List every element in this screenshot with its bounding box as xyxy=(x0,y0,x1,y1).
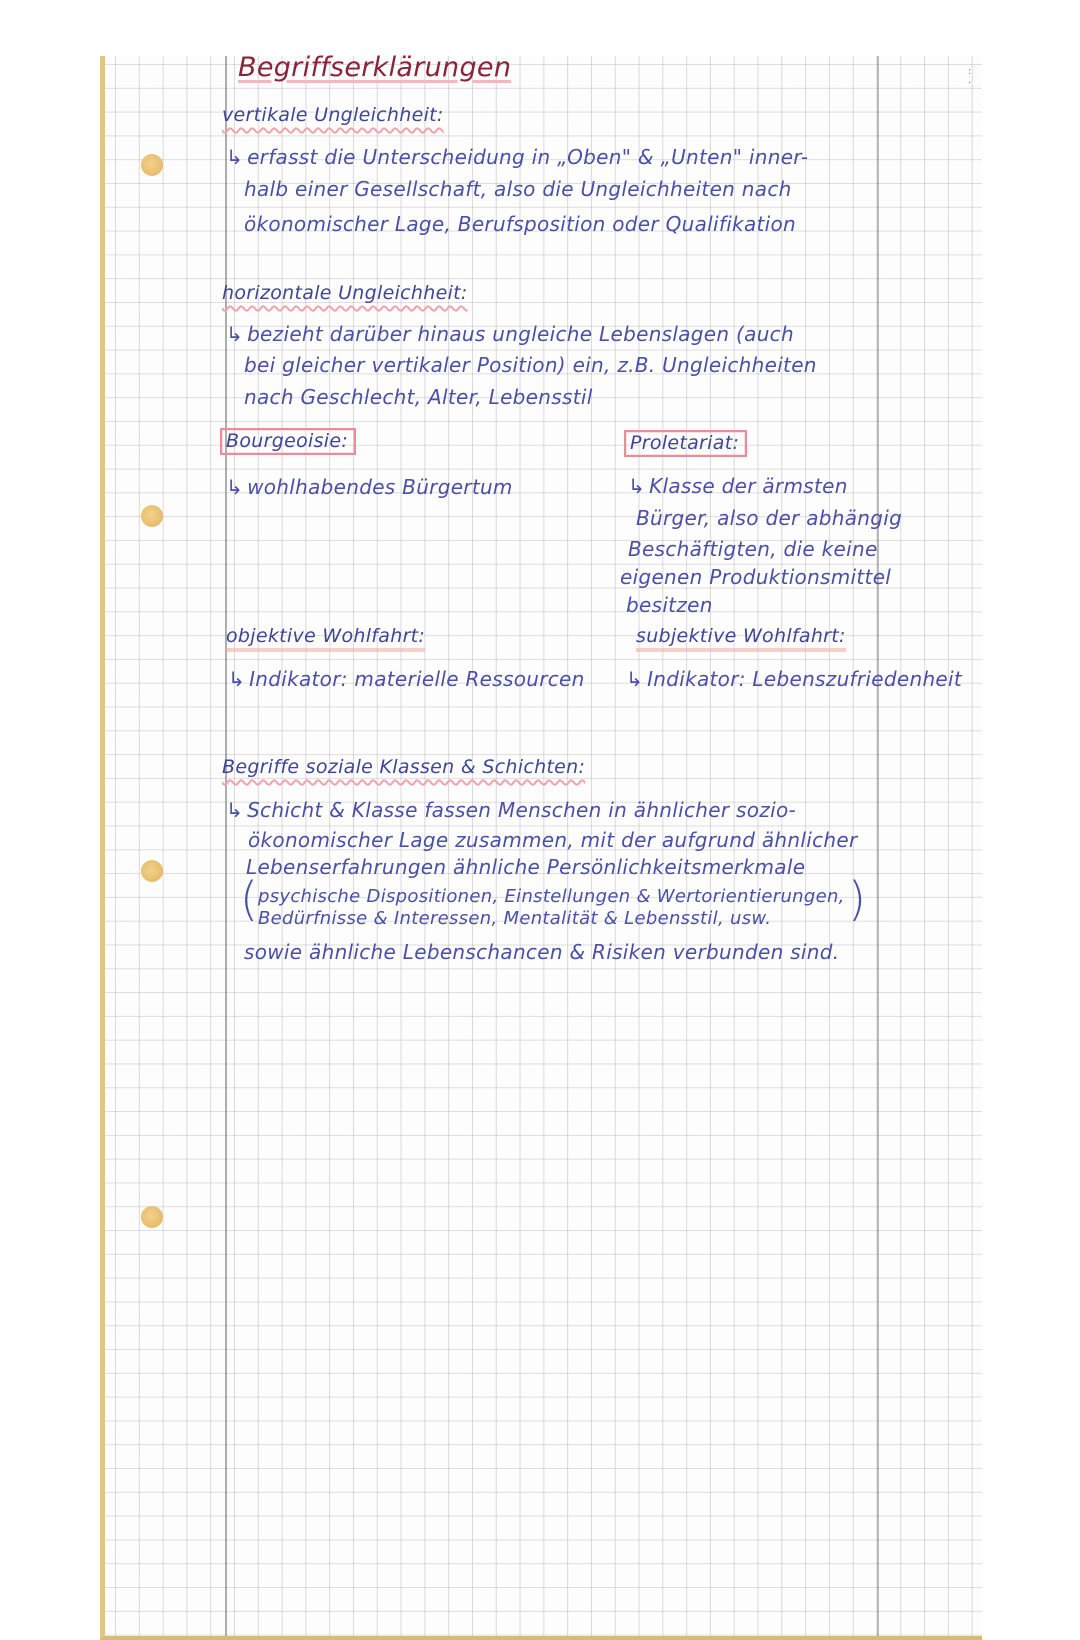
text-line: ↳ Schicht & Klasse fassen Menschen in ähnlicher sozio- xyxy=(226,798,797,822)
arrow-icon: ↳ xyxy=(228,667,246,691)
text-line: nach Geschlecht, Alter, Lebensstil xyxy=(244,385,593,409)
heading-horizontal-inequality: horizontale Ungleichheit: xyxy=(222,282,468,304)
heading-bourgeoisie: Bourgeoisie: xyxy=(220,428,356,455)
text-line: halb einer Gesellschaft, also die Ungleichheiten nach xyxy=(244,177,792,201)
text-line: sowie ähnliche Lebenschancen & Risiken verbunden sind. xyxy=(244,940,840,964)
punch-hole xyxy=(141,505,163,527)
heading-subjective-welfare: subjektive Wohlfahrt: xyxy=(636,625,846,652)
text-line: bei gleicher vertikaler Position) ein, z.B. Ungleichheiten xyxy=(244,353,817,377)
text-line: ↳ bezieht darüber hinaus ungleiche Lebenslagen (auch xyxy=(226,322,794,346)
text-line: Bedürfnisse & Interessen, Mentalität & Lebensstil, usw. xyxy=(258,908,772,929)
parenthesis-close: ) xyxy=(848,872,866,926)
text-line: psychische Dispositionen, Einstellungen & Wertorientierungen, xyxy=(258,886,845,907)
right-margin-line xyxy=(877,56,879,1636)
text-line: ökonomischer Lage zusammen, mit der aufgrund ähnlicher xyxy=(248,828,858,852)
heading-classes-strata: Begriffe soziale Klassen & Schichten: xyxy=(222,756,586,778)
text-line: besitzen xyxy=(626,593,713,617)
text-line: Beschäftigten, die keine xyxy=(628,537,878,561)
text-line: ↳ Klasse der ärmsten xyxy=(628,474,848,498)
arrow-icon: ↳ xyxy=(628,474,646,498)
arrow-icon: ↳ xyxy=(226,475,244,499)
text-line: Bürger, also der abhängig xyxy=(636,506,903,530)
page-edge-mark: : · xyxy=(968,66,972,89)
text-line: ↳ Indikator: materielle Ressourcen xyxy=(228,667,585,691)
punch-hole xyxy=(141,154,163,176)
punch-hole xyxy=(141,1206,163,1228)
heading-vertical-inequality: vertikale Ungleichheit: xyxy=(222,104,444,126)
parenthesis-open: ( xyxy=(240,872,258,926)
heading-proletariat: Proletariat: xyxy=(624,430,747,457)
text-line: ↳ erfasst die Unterscheidung in „Oben" & „Unten" inner- xyxy=(226,145,809,169)
text-line: ökonomischer Lage, Berufsposition oder Qualifikation xyxy=(244,212,797,236)
arrow-icon: ↳ xyxy=(226,145,244,169)
text-line: ↳ Indikator: Lebenszufriedenheit xyxy=(626,667,963,691)
heading-objective-welfare: objektive Wohlfahrt: xyxy=(226,625,425,652)
page-title: Begriffserklärungen xyxy=(238,52,512,83)
text-line: ↳ wohlhabendes Bürgertum xyxy=(226,475,513,499)
text-line: Lebenserfahrungen ähnliche Persönlichkeitsmerkmale xyxy=(246,855,806,879)
text-line: eigenen Produktionsmittel xyxy=(620,565,892,589)
punch-hole xyxy=(141,860,163,882)
arrow-icon: ↳ xyxy=(226,322,244,346)
arrow-icon: ↳ xyxy=(226,798,244,822)
arrow-icon: ↳ xyxy=(626,667,644,691)
